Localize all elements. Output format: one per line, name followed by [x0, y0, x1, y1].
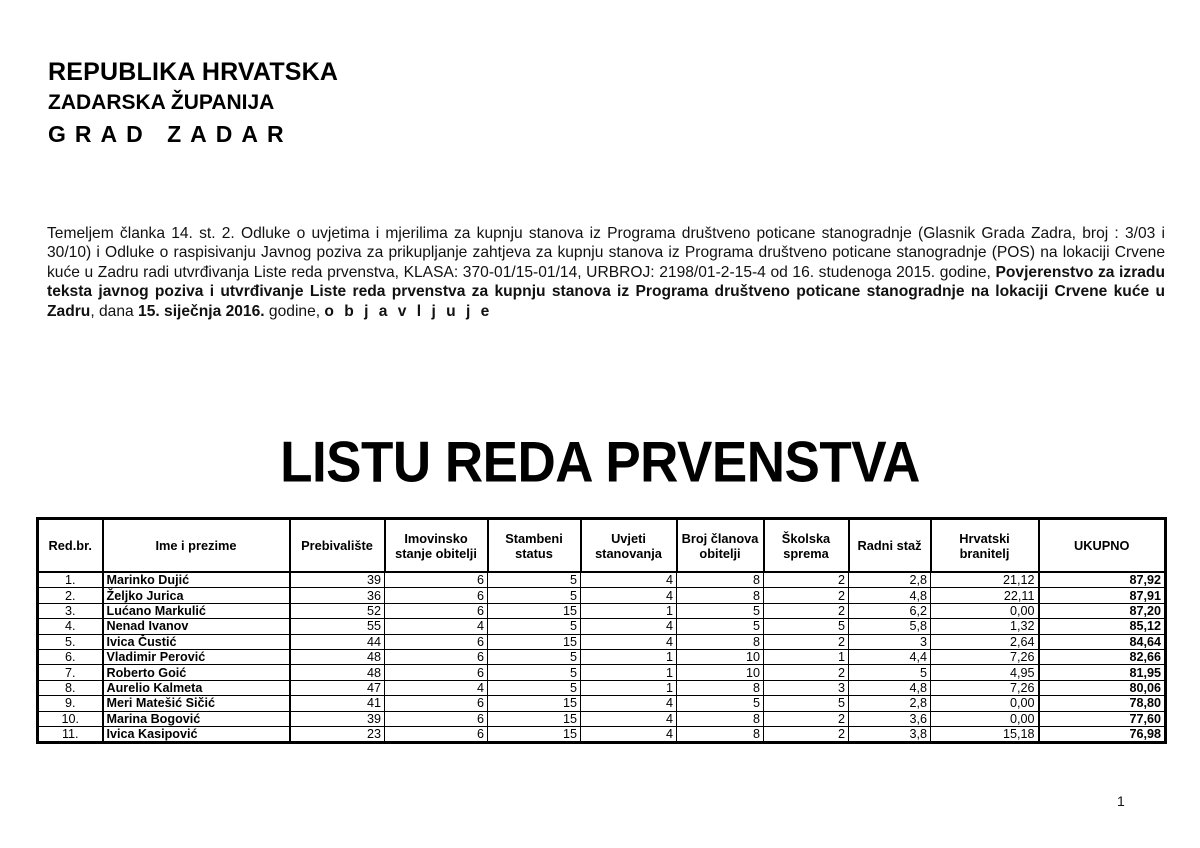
cell-stambeni: 5 — [488, 665, 581, 680]
cell-name: Lućano Markulić — [103, 603, 290, 618]
cell-skolska: 1 — [764, 649, 849, 664]
cell-branitelj: 1,32 — [931, 619, 1039, 634]
cell-prebivaliste: 48 — [290, 665, 385, 680]
table-row — [38, 665, 1166, 680]
cell-skolska: 2 — [764, 603, 849, 618]
cell-prebivaliste: 39 — [290, 711, 385, 726]
priority-list-table — [36, 517, 1167, 744]
table-row — [38, 680, 1166, 695]
cell-stambeni: 5 — [488, 619, 581, 634]
header-republic: REPUBLIKA HRVATSKA — [48, 58, 339, 86]
cell-imovinsko: 4 — [385, 680, 488, 695]
table-row — [38, 726, 1166, 742]
cell-ukupno: 78,80 — [1039, 696, 1166, 711]
cell-stambeni: 15 — [488, 711, 581, 726]
cell-imovinsko: 6 — [385, 603, 488, 618]
cell-imovinsko: 6 — [385, 588, 488, 603]
cell-ukupno: 85,12 — [1039, 619, 1166, 634]
cell-clanovi: 8 — [677, 572, 764, 588]
col-header-radni: Radni staž — [849, 519, 931, 573]
table-row — [38, 711, 1166, 726]
cell-rb: 7. — [38, 665, 103, 680]
cell-skolska: 3 — [764, 680, 849, 695]
cell-stambeni: 15 — [488, 634, 581, 649]
cell-skolska: 2 — [764, 726, 849, 742]
cell-rb: 8. — [38, 680, 103, 695]
cell-radni: 3,8 — [849, 726, 931, 742]
cell-radni: 6,2 — [849, 603, 931, 618]
table-row — [38, 619, 1166, 634]
table-header-row — [38, 519, 1166, 573]
cell-uvjeti: 4 — [581, 696, 677, 711]
cell-radni: 3 — [849, 634, 931, 649]
col-header-prebivaliste: Prebivalište — [290, 519, 385, 573]
intro-verb: o b j a v l j u j e — [324, 302, 493, 320]
cell-branitelj: 7,26 — [931, 649, 1039, 664]
cell-name: Vladimir Perović — [103, 649, 290, 664]
table-row — [38, 603, 1166, 618]
cell-prebivaliste: 48 — [290, 649, 385, 664]
cell-uvjeti: 1 — [581, 649, 677, 664]
cell-uvjeti: 4 — [581, 634, 677, 649]
cell-skolska: 2 — [764, 634, 849, 649]
cell-ukupno: 81,95 — [1039, 665, 1166, 680]
col-header-rb: Red.br. — [38, 519, 103, 573]
cell-rb: 2. — [38, 588, 103, 603]
col-header-clanovi: Broj članova obitelji — [677, 519, 764, 573]
cell-prebivaliste: 44 — [290, 634, 385, 649]
cell-prebivaliste: 23 — [290, 726, 385, 742]
cell-branitelj: 4,95 — [931, 665, 1039, 680]
cell-branitelj: 0,00 — [931, 603, 1039, 618]
cell-prebivaliste: 52 — [290, 603, 385, 618]
cell-uvjeti: 1 — [581, 665, 677, 680]
cell-imovinsko: 6 — [385, 726, 488, 742]
intro-text-3: godine, — [264, 302, 325, 320]
cell-name: Roberto Goić — [103, 665, 290, 680]
cell-radni: 2,8 — [849, 696, 931, 711]
cell-uvjeti: 4 — [581, 572, 677, 588]
cell-ukupno: 80,06 — [1039, 680, 1166, 695]
cell-clanovi: 8 — [677, 588, 764, 603]
table-row — [38, 634, 1166, 649]
cell-stambeni: 15 — [488, 603, 581, 618]
cell-name: Ivica Čustić — [103, 634, 290, 649]
cell-prebivaliste: 36 — [290, 588, 385, 603]
document-title: LISTU REDA PRVENSTVA — [280, 430, 920, 495]
cell-name: Ivica Kasipović — [103, 726, 290, 742]
cell-clanovi: 5 — [677, 619, 764, 634]
cell-prebivaliste: 41 — [290, 696, 385, 711]
cell-branitelj: 22,11 — [931, 588, 1039, 603]
col-header-ukupno: UKUPNO — [1039, 519, 1166, 573]
cell-imovinsko: 6 — [385, 649, 488, 664]
cell-uvjeti: 4 — [581, 726, 677, 742]
cell-stambeni: 15 — [488, 726, 581, 742]
cell-ukupno: 87,20 — [1039, 603, 1166, 618]
cell-imovinsko: 4 — [385, 619, 488, 634]
cell-radni: 4,8 — [849, 588, 931, 603]
cell-imovinsko: 6 — [385, 711, 488, 726]
cell-ukupno: 76,98 — [1039, 726, 1166, 742]
cell-skolska: 5 — [764, 619, 849, 634]
cell-ukupno: 84,64 — [1039, 634, 1166, 649]
cell-prebivaliste: 55 — [290, 619, 385, 634]
cell-radni: 3,6 — [849, 711, 931, 726]
cell-clanovi: 5 — [677, 696, 764, 711]
cell-stambeni: 5 — [488, 572, 581, 588]
header-city: GRAD ZADAR — [48, 121, 293, 147]
cell-skolska: 2 — [764, 665, 849, 680]
cell-name: Marinko Dujić — [103, 572, 290, 588]
cell-rb: 5. — [38, 634, 103, 649]
table-row — [38, 572, 1166, 588]
col-header-skolska: Školska sprema — [764, 519, 849, 573]
cell-ukupno: 77,60 — [1039, 711, 1166, 726]
cell-uvjeti: 4 — [581, 711, 677, 726]
intro-date: 15. siječnja 2016. — [138, 302, 265, 320]
col-header-imovinsko: Imovinsko stanje obitelji — [385, 519, 488, 573]
col-header-stambeni: Stambeni status — [488, 519, 581, 573]
cell-rb: 4. — [38, 619, 103, 634]
cell-branitelj: 7,26 — [931, 680, 1039, 695]
intro-text-1: Temeljem članka 14. st. 2. Odluke o uvjetima i mjerilima za kupnju stanova iz Programa društveno poticane stanogradnje (Glasnik Grada Zadra, broj : 3/03 i 30/10) i Odluke o raspisivanju Javnog poziva za prikupljanje zahtjeva za kupnju stanova iz Programa društveno poticane stanogradnje (POS) na lokaciji Crvene kuće u Zadru radi utvrđivanja Liste reda prvenstva, KLASA: 370-01/15-01/14, URBROJ: 2198/01-2-15-4 od 16. studenoga 2015. godine, — [47, 225, 1165, 281]
intro-paragraph — [47, 224, 1165, 337]
cell-clanovi: 8 — [677, 711, 764, 726]
cell-branitelj: 2,64 — [931, 634, 1039, 649]
cell-branitelj: 21,12 — [931, 572, 1039, 588]
cell-skolska: 5 — [764, 696, 849, 711]
cell-radni: 4,8 — [849, 680, 931, 695]
page-number: 1 — [1117, 793, 1125, 809]
cell-skolska: 2 — [764, 572, 849, 588]
cell-clanovi: 5 — [677, 603, 764, 618]
cell-rb: 9. — [38, 696, 103, 711]
cell-skolska: 2 — [764, 588, 849, 603]
cell-clanovi: 10 — [677, 665, 764, 680]
cell-radni: 4,4 — [849, 649, 931, 664]
cell-uvjeti: 1 — [581, 680, 677, 695]
cell-uvjeti: 4 — [581, 588, 677, 603]
cell-rb: 1. — [38, 572, 103, 588]
cell-stambeni: 5 — [488, 649, 581, 664]
cell-clanovi: 8 — [677, 726, 764, 742]
cell-rb: 11. — [38, 726, 103, 742]
cell-imovinsko: 6 — [385, 696, 488, 711]
cell-stambeni: 5 — [488, 680, 581, 695]
cell-imovinsko: 6 — [385, 665, 488, 680]
cell-uvjeti: 4 — [581, 619, 677, 634]
cell-branitelj: 0,00 — [931, 696, 1039, 711]
table-row — [38, 588, 1166, 603]
col-header-name: Ime i prezime — [103, 519, 290, 573]
cell-name: Marina Bogović — [103, 711, 290, 726]
cell-rb: 3. — [38, 603, 103, 618]
header-county: ZADARSKA ŽUPANIJA — [48, 91, 275, 114]
table-row — [38, 649, 1166, 664]
cell-ukupno: 87,92 — [1039, 572, 1166, 588]
cell-rb: 6. — [38, 649, 103, 664]
cell-uvjeti: 1 — [581, 603, 677, 618]
cell-branitelj: 0,00 — [931, 711, 1039, 726]
cell-imovinsko: 6 — [385, 572, 488, 588]
cell-clanovi: 8 — [677, 634, 764, 649]
cell-clanovi: 10 — [677, 649, 764, 664]
cell-skolska: 2 — [764, 711, 849, 726]
cell-name: Nenad Ivanov — [103, 619, 290, 634]
intro-text-2: , dana — [90, 302, 139, 320]
table-row — [38, 696, 1166, 711]
cell-imovinsko: 6 — [385, 634, 488, 649]
cell-clanovi: 8 — [677, 680, 764, 695]
cell-prebivaliste: 47 — [290, 680, 385, 695]
cell-ukupno: 87,91 — [1039, 588, 1166, 603]
cell-radni: 2,8 — [849, 572, 931, 588]
cell-name: Željko Jurica — [103, 588, 290, 603]
cell-rb: 10. — [38, 711, 103, 726]
cell-prebivaliste: 39 — [290, 572, 385, 588]
cell-radni: 5 — [849, 665, 931, 680]
cell-name: Aurelio Kalmeta — [103, 680, 290, 695]
col-header-uvjeti: Uvjeti stanovanja — [581, 519, 677, 573]
cell-stambeni: 15 — [488, 696, 581, 711]
intro-committee: Povjerenstvo za izradu teksta javnog poziva i utvrđivanje Liste reda prvenstva za kupnju stanova iz Programa društveno poticane stanogradnje na lokaciji Crvene kuće u Zadru — [47, 263, 1165, 320]
cell-ukupno: 82,66 — [1039, 649, 1166, 664]
cell-name: Meri Matešić Sičić — [103, 696, 290, 711]
col-header-branitelj: Hrvatski branitelj — [931, 519, 1039, 573]
cell-branitelj: 15,18 — [931, 726, 1039, 742]
cell-radni: 5,8 — [849, 619, 931, 634]
cell-stambeni: 5 — [488, 588, 581, 603]
